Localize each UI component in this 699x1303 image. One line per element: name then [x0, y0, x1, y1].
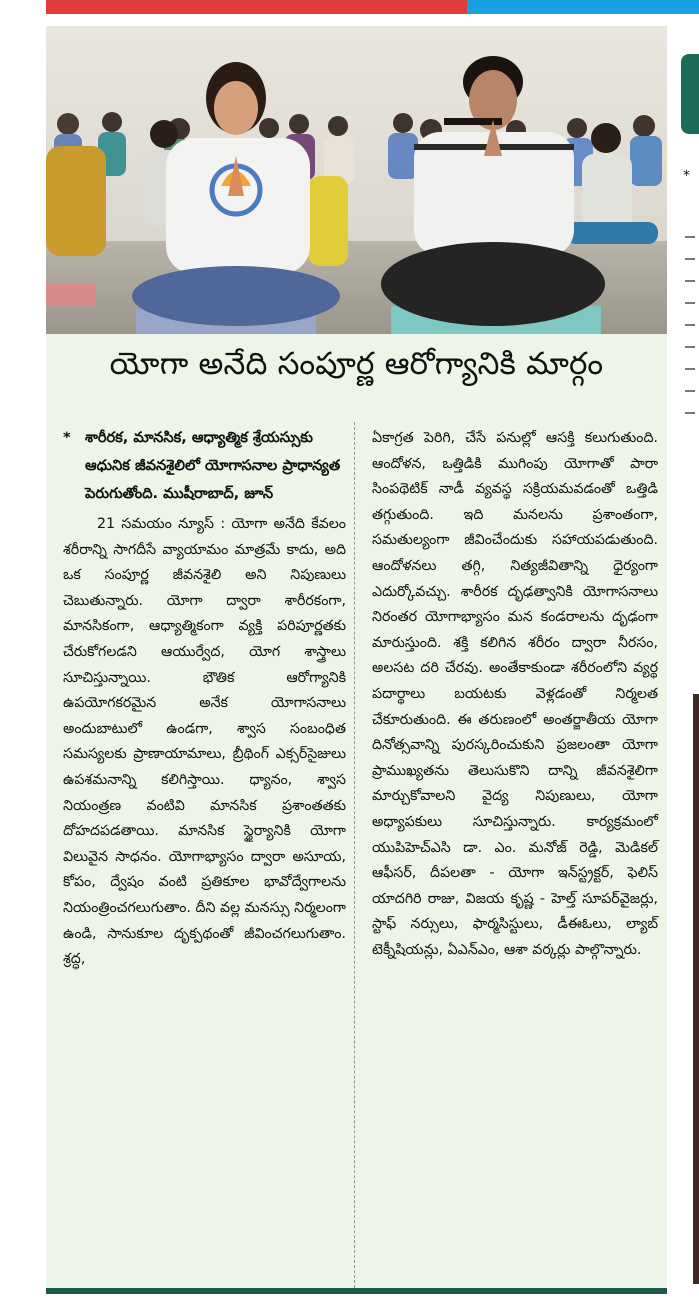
top-bar-blue	[467, 0, 699, 14]
article-headline: యోగా అనేది సంపూర్ణ ఆరోగ్యానికి మార్గం	[109, 346, 604, 382]
adjacent-star-icon: *	[683, 168, 690, 184]
yoga-photo	[46, 26, 667, 334]
adjacent-heading-block	[681, 54, 699, 134]
summary-bullet	[63, 424, 346, 508]
right-column-body: ఏకాగ్రత పెరిగి, చేసే పనుల్లో ఆసక్తి కలుగుతుంది. ఆందోళన, ఒత్తిడికి ముగింపు యోగాతో పారా సింపథెటిక్ నాడీ వ్యవస్థ సక్రియమవడంతో ఒత్తిడి తగ్గుతుంది. ఇది మనలను ప్రశాంతంగా, సమతుల్యంగా జీవించేందుకు సహాయపడుతుంది. ఆందోళనలు తగ్గి, నిత్యజీవితాన్ని ధైర్యంగా ఎదుర్కోవచ్చు. శారీరక దృఢత్వానికి యోగాసనాలు నిరంతర యోగాభ్యాసం మన కండరాలను దృఢంగా మారుస్తుంది. శక్తి కలిగిన శరీరం ద్వారా నీరసం, అలసట దరి చేరవు. అంతేకాకుండా శరీరంలోని వ్యర్థ పదార్థాలు బయటకు వెళ్లడంతో నిర్మలత చేకూరుతుంది. ఈ తరుణంలో అంతర్జాతీయ యోగా దినోత్సవాన్ని పురస్కరించుకుని ప్రజలంతా యోగా ప్రాముఖ్యతను తెలుసుకొని దాన్ని జీవనశైలిగా మార్చుకోవాలని వైద్య నిపుణులు, యోగా అధ్యాపకులు సూచిస్తున్నారు. కార్యక్రమంలో యుపిహెచ్‌ఎసి డా. ఎం. మనోజ్ రెడ్డి, మెడికల్ ఆఫీసర్, దీపలతా - యోగా ఇన్‌స్ట్రక్టర్, ఫెలిస్ యాదగిరి రాజు, విజయ కృష్ణ - హెల్త్ సూపర్‌వైజర్లు, స్టాఫ్ నర్సులు, ఫార్మసిస్టులు, డీఈఓలు, ల్యాబ్ టెక్నీషియన్లు, ఏఎన్ఎం, ఆశా వర్కర్లు పాల్గొన్నారు.	[372, 430, 658, 958]
adjacent-article-edge	[681, 26, 699, 1303]
bullet-star-icon: *	[63, 429, 71, 446]
adjacent-photo	[693, 694, 699, 1284]
left-column	[63, 424, 346, 973]
top-color-bar	[46, 0, 699, 14]
article-bottom-bar	[46, 1288, 667, 1294]
yoga-photo-illustration	[46, 26, 667, 334]
adjacent-text-lines	[685, 236, 699, 434]
summary-bullet-text: శారీరక, మానసిక, ఆధ్యాత్మిక శ్రేయస్సుకు ఆధునిక జీవనశైలిలో యోగాసనాల ప్రాధాన్యత పెరుగుతోంది. ముషీరాబాద్, జూన్	[85, 429, 341, 502]
news-article	[46, 26, 667, 1288]
right-column	[372, 426, 658, 963]
left-column-body: 21 సమయం న్యూస్ : యోగా అనేది కేవలం శరీరాన్ని సాగదీసే వ్యాయామం మాత్రమే కాదు, అది ఒక సంపూర్ణ జీవనశైలి అని నిపుణులు చెబుతున్నారు. యోగా ద్వారా శారీరకంగా, మానసికంగా, ఆధ్యాత్మికంగా వ్యక్తి పరిపూర్ణతకు చేరుకోగలడని ఆయుర్వేద, యోగ శాస్త్రాలు సూచిస్తున్నాయి. భౌతిక ఆరోగ్యానికి ఉపయోగకరమైన అనేక యోగాసనాలు అందుబాటులో ఉండగా, శ్వాస సంబంధిత సమస్యలకు ప్రాణాయామాలు, బ్రీథింగ్ ఎక్సర్‌సైజులు ఉపశమనాన్ని కలిగిస్తాయి. ధ్యానం, శ్వాస నియంత్రణ వంటివి మానసిక ప్రశాంతతకు దోహదపడతాయి. మానసిక స్థైర్యానికి యోగా విలువైన సాధనం. యోగాభ్యాసం ద్వారా అసూయ, కోపం, ద్వేషం వంటి ప్రతికూల భావోద్వేగాలను నియంత్రించగలుగుతాం. దీని వల్ల మనస్సు నిర్మలంగా ఉండి, సానుకూల దృక్పథంతో జీవించగలుగుతాం. శ్రద్ధ,	[63, 516, 346, 968]
top-bar-red	[46, 0, 467, 14]
column-divider	[354, 422, 355, 1288]
